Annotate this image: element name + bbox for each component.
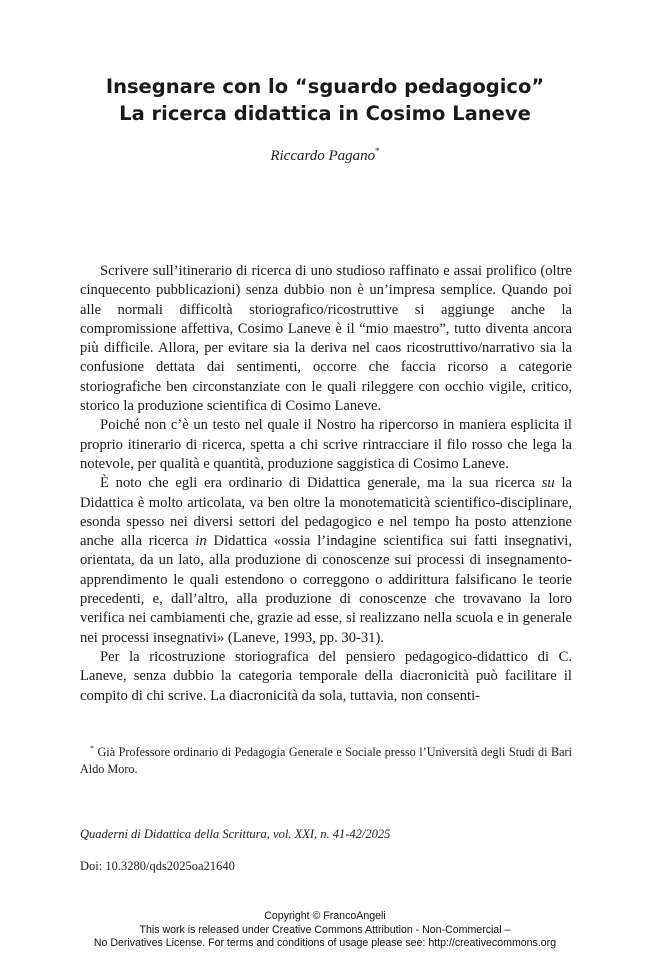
body-paragraph: [80, 474, 572, 648]
article-body: [80, 262, 572, 706]
author-footnote-marker: *: [375, 146, 380, 156]
body-paragraph: [80, 648, 572, 706]
body-paragraph: [80, 416, 572, 474]
body-paragraph: [80, 262, 572, 416]
paragraph-text: È noto che egli era ordinario di Didattica generale, ma la sua ricerca: [100, 475, 542, 492]
paragraph-text: Didattica «ossia l’indagine scientifica sui fatti insegnativi, orientata, da un lato, alla produzione di conoscenze sui processi di insegnamento-apprendimento le quali estendono o correggono o addirittura falsificano le teorie precedenti, e, dall’altro, alla produzione di conoscenze che trovavano la loro verifica nei cambiamenti che, grazie ad esse, si realizzano nella scuola e in generale nei processi insegnativi» (Laneve, 1993, pp. 30-31).: [80, 533, 572, 646]
author-byline: [0, 146, 650, 165]
journal-citation: Quaderni di Didattica della Scrittura, vol. XXI, n. 41-42/2025: [80, 827, 391, 841]
paragraph-text: Poiché non c’è un testo nel quale il Nostro ha ripercorso in maniera esplicita il proprio itinerario di ricerca, spetta a chi scrive rintracciare il filo rosso che lega la notevole, per qualità e quantità, produzione saggistica di Cosimo Laneve.: [80, 417, 572, 472]
italic-term: in: [195, 533, 207, 550]
footnote: [80, 740, 572, 778]
paragraph-text: Scrivere sull’itinerario di ricerca di uno studioso raffinato e assai prolifico (oltre cinquecento pubblicazioni) senza dubbio non è un’impresa semplice. Quando poi alle normali difficoltà storiografico/ricostruttive si aggiunge anche la compromissione affettiva, Cosimo Laneve è il “mio maestro”, tutto diventa ancora più difficile. Allora, per evitare sia la deriva nel caos ricostruttivo/narrativo sia la confusione dettata dai sentimenti, occorre che faccia ricorso a categorie storiografiche ben circonstanziate con le quali rileggere con occhio vigile, critico, storico la produzione scientifica di Cosimo Laneve.: [80, 263, 572, 415]
doi: Doi: 10.3280/qds2025oa21640: [80, 859, 235, 873]
license-notice: [0, 910, 650, 951]
license-terms-line: No Derivatives License. For terms and conditions of usage please see: http://creativecommons.org: [93, 937, 557, 949]
footnote-marker: *: [90, 744, 94, 753]
title-line-1: Insegnare con lo “sguardo pedagogico”: [105, 75, 545, 98]
copyright-line: Copyright © FrancoAngeli: [264, 910, 386, 922]
paragraph-text: Per la ricostruzione storiografica del pensiero pedagogico-didattico di C. Laneve, senza dubbio la categoria temporale della diacronicità può facilitare il compito di chi scrive. La diacronicità da sola, tuttavia, non consenti-: [80, 648, 572, 704]
article-title: [40, 73, 610, 127]
author-name: Riccardo Pagano: [270, 148, 376, 164]
paragraph-text: la Didattica è molto articolata, va ben oltre la monotematicità scientifico-disciplinare, esonda spesso nei diversi settori del pedagogico e nel tempo ha posto attenzione anche alla ricerca: [80, 475, 572, 550]
title-line-2: La ricerca didattica in Cosimo Laneve: [119, 102, 531, 125]
footnote-text: Già Professore ordinario di Pedagogia Generale e Sociale presso l’Università degli Studi di Bari Aldo Moro.: [80, 745, 573, 777]
italic-term: su: [541, 475, 555, 492]
license-line: This work is released under Creative Commons Attribution - Non-Commercial –: [139, 923, 511, 936]
